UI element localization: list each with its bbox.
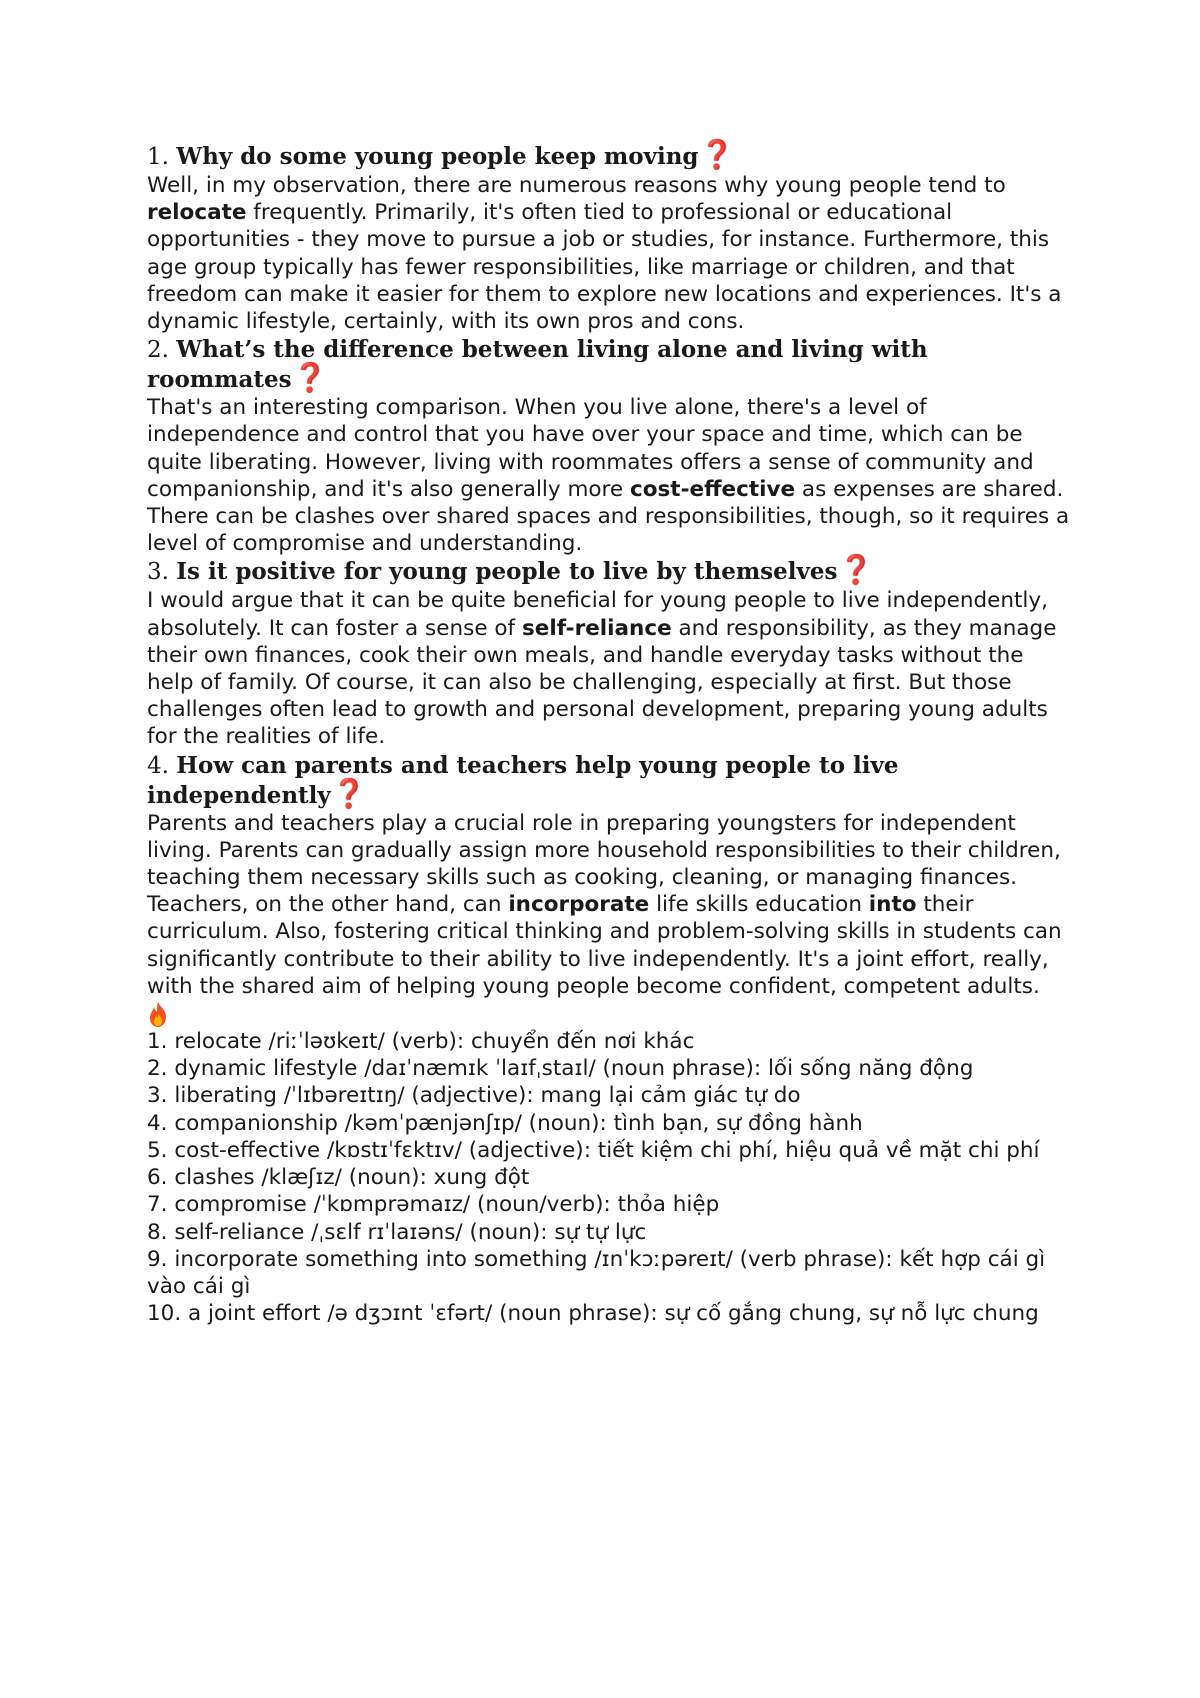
answer-text: I would argue that it can be quite beneficial for young people to live independently, absolutely. It can foster a sense of [147, 588, 1048, 641]
vocabulary-item: 8. self-reliance /ˌsɛlf rɪˈlaɪəns/ (noun): sự tự lực [147, 1219, 647, 1245]
vocabulary-item: 6. clashes /klæʃɪz/ (noun): xung đột [147, 1165, 530, 1191]
question-text: What’s the difference between living alone and living with roommates [147, 336, 928, 394]
answer-text: as expenses are shared. There can be clashes over shared spaces and responsibilities, though, so it requires a level of compromise and understanding. [147, 476, 1070, 557]
answer-text: frequently. Primarily, it's often tied to professional or educational opportunities - they move to pursue a job or studies, for instance. Furthermore, this age group typically has fewer responsibilities, like marriage or children, and that freedom can make it easier for them to explore new locations and experiences. It's a dynamic lifestyle, certainly, with its own pros and cons. [147, 200, 1062, 335]
question-heading: 4. How can parents and teachers help young people to live independently❓ [147, 751, 899, 810]
fire-icon [147, 1001, 169, 1028]
question-mark-icon: ❓ [699, 138, 735, 171]
answer-keyword: incorporate [508, 892, 650, 918]
vocabulary-item: 10. a joint effort /ə dʒɔɪnt ˈɛfərt/ (noun phrase): sự cố gắng chung, sự nỗ lực chung [147, 1301, 1039, 1327]
vocabulary-item: 1. relocate /riːˈləʊkeɪt/ (verb): chuyển đến nơi khác [147, 1029, 695, 1055]
question-heading: 3. Is it positive for young people to live by themselves❓ [147, 553, 874, 587]
answer-text: life skills education [649, 892, 869, 918]
answer-paragraph [147, 587, 1072, 750]
question-number: 4 [147, 752, 162, 779]
question-text: Why do some young people keep moving [176, 143, 699, 170]
question-number: 1 [147, 144, 162, 170]
question-number: 2 [147, 337, 162, 364]
answer-keyword: cost-effective [629, 476, 796, 502]
question-heading: 1. Why do some young people keep moving❓ [147, 138, 735, 171]
answer-paragraph [147, 172, 1072, 335]
answer-paragraph [147, 394, 1072, 557]
question-mark-icon: ❓ [292, 361, 328, 395]
answer-keyword: relocate [147, 200, 247, 226]
document-page [147, 138, 1072, 1327]
answer-text: That's an interesting comparison. When you live alone, there's a level of independence and control that you have over your space and time, which can be quite liberating. However, living with roommates offers a sense of community and companionship, and it's also generally more [147, 395, 1034, 502]
question-number: 3 [147, 559, 162, 586]
vocabulary-item: 3. liberating /ˈlɪbəreɪtɪŋ/ (adjective): mang lại cảm giác tự do [147, 1083, 801, 1109]
vocabulary-list [147, 1028, 1072, 1327]
answer-text: Parents and teachers play a crucial role in preparing youngsters for independent living. Parents can gradually assign more household responsibilities to their children, teaching them necessary skills such as cooking, cleaning, or managing finances. Teachers, on the other hand, can [147, 810, 1061, 918]
question-mark-icon: ❓ [838, 553, 874, 587]
question-heading: 2. What’s the difference between living alone and living with roommates❓ [147, 336, 928, 395]
answer-keyword: into [868, 892, 917, 918]
vocabulary-item: 7. compromise /ˈkɒmprəmaɪz/ (noun/verb): thỏa hiệp [147, 1192, 720, 1218]
question-mark-icon: ❓ [331, 776, 367, 810]
question-text: Is it positive for young people to live by themselves [176, 558, 838, 586]
answer-text: their curriculum. Also, fostering critical thinking and problem-solving skills in students can significantly contribute to their ability to live independently. It's a joint effort, really, with the shared aim of helping young people become confident, competent adults. [147, 892, 1062, 999]
answer-text: and responsibility, as they manage their own finances, cook their own meals, and handle everyday tasks without the help of family. Of course, it can also be challenging, especially at first. But those challenges often lead to growth and personal development, preparing young adults for the realities of life. [147, 615, 1057, 750]
answer-paragraph [147, 810, 1072, 1000]
question-text: How can parents and teachers help young people to live independently [147, 751, 899, 809]
vocabulary-item: 9. incorporate something into something /ɪnˈkɔːpəreɪt/ (verb phrase): kết hợp cái gì vào cái gì [147, 1246, 1046, 1299]
vocabulary-item: 2. dynamic lifestyle /daɪˈnæmɪk ˈlaɪfˌstaɪl/ (noun phrase): lối sống năng động [147, 1056, 974, 1082]
answer-keyword: self-reliance [521, 615, 672, 641]
vocabulary-item: 4. companionship /kəmˈpænjənʃɪp/ (noun): tình bạn, sự đồng hành [147, 1110, 863, 1136]
answer-text: Well, in my observation, there are numerous reasons why young people tend to [147, 173, 1006, 198]
vocabulary-item: 5. cost-effective /kɒstɪˈfɛktɪv/ (adjective): tiết kiệm chi phí, hiệu quả về mặt chi phí [147, 1137, 1040, 1163]
